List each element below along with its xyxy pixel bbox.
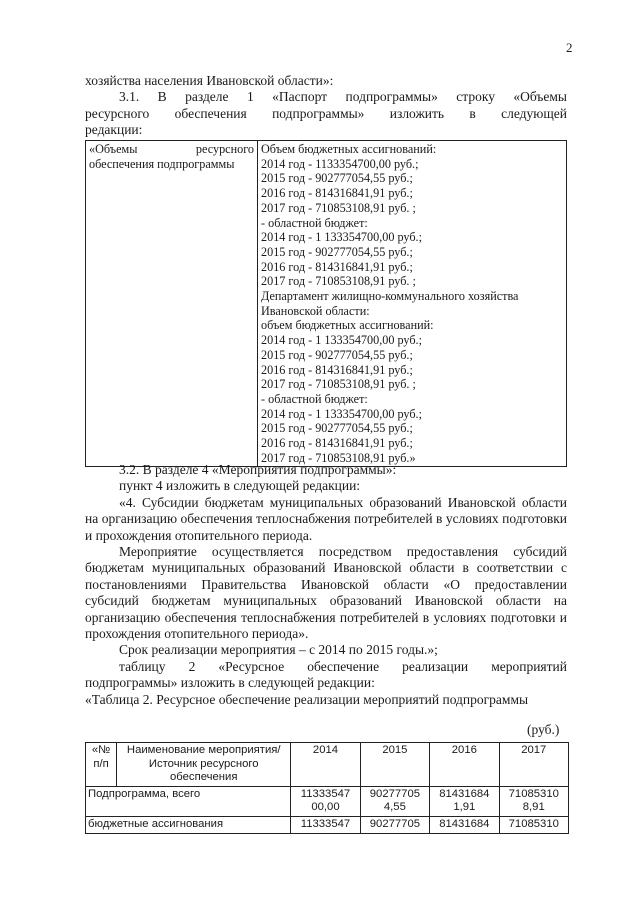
- budget-line: 2015 год - 902777054,55 руб.;: [261, 421, 413, 436]
- intro-text: [85, 73, 567, 139]
- section-3-2: [85, 462, 567, 708]
- passport-left-line: обеспечения подпрограммы: [89, 156, 235, 171]
- row-name: бюджетные ассигнования: [86, 816, 291, 833]
- header-num: «№ п/п: [86, 743, 117, 787]
- budget-line: - областной бюджет:: [261, 215, 368, 230]
- page-number: 2: [566, 40, 573, 55]
- budget-line: Ивановской области:: [261, 303, 370, 318]
- budget-line: 2015 год - 902777054,55 руб.;: [261, 347, 413, 362]
- budget-line: 2014 год - 1133354700,00 руб.;: [261, 156, 419, 171]
- budget-line: 2017 год - 710853108,91 руб. ;: [261, 274, 416, 289]
- cell-2017: 71085310: [499, 816, 568, 833]
- table-row: [86, 141, 567, 467]
- intro-line: хозяйства населения Ивановской области»:: [85, 73, 334, 88]
- cell-2014: 11333547 00,00: [291, 786, 360, 816]
- budget-line: Объем бюджетных ассигнований:: [261, 142, 437, 156]
- cell-2017: 71085310 8,91: [499, 786, 568, 816]
- item-3-1-line: ресурсного обеспечения подпрограммы» изложить в следующей: [85, 105, 567, 121]
- budget-line: 2015 год - 902777054,55 руб.;: [261, 171, 413, 186]
- budget-line: 2014 год - 1 133354700,00 руб.;: [261, 333, 422, 348]
- cell-2016: 81431684: [430, 816, 499, 833]
- row-name: Подпрограмма, всего: [86, 786, 291, 816]
- budget-line: 2014 год - 1 133354700,00 руб.;: [261, 230, 422, 245]
- paragraph-event: Мероприятие осуществляется посредством предоставления субсидий бюджетам муниципальных образований Ивановской области в соответствии с постановлениями Правительства Ивановской области «О предоставлении субсидий бюджетам муниципальных образований Ивановской области на организацию обеспечения теплоснабжения потребителей в условиях подготовки и прохождения отопительного периода».: [85, 544, 567, 642]
- cell-2015: 90277705: [360, 816, 429, 833]
- header-2014: 2014: [291, 743, 360, 787]
- header-2016: 2016: [430, 743, 499, 787]
- unit-label: (руб.): [527, 722, 560, 737]
- item-3-1-line: 3.1. В разделе 1 «Паспорт подпрограммы» строку «Объемы: [119, 89, 567, 105]
- resource-table: [85, 742, 569, 834]
- budget-line: 2017 год - 710853108,91 руб.»: [261, 450, 416, 465]
- header-2017: 2017: [499, 743, 568, 787]
- cell-2016: 81431684 1,91: [430, 786, 499, 816]
- budget-line: 2016 год - 814316841,91 руб.;: [261, 186, 413, 201]
- budget-line: - областной бюджет:: [261, 391, 368, 406]
- table-caption: «Таблица 2. Ресурсное обеспечение реализации мероприятий подпрограммы: [85, 691, 529, 707]
- cell-2015: 90277705 4,55: [360, 786, 429, 816]
- section-3-2-line: пункт 4 изложить в следующей редакции:: [119, 478, 361, 494]
- budget-line: 2017 год - 710853108,91 руб. ;: [261, 377, 416, 392]
- passport-table: [85, 140, 567, 467]
- passport-left-cell: [86, 141, 258, 467]
- table-row: [86, 786, 569, 816]
- budget-line: Департамент жилищно-коммунального хозяйства: [261, 289, 519, 304]
- table-header-row: [86, 743, 569, 787]
- budget-line: 2016 год - 814316841,91 руб.;: [261, 436, 413, 451]
- passport-right-cell: [258, 141, 567, 467]
- budget-line: 2016 год - 814316841,91 руб.;: [261, 362, 413, 377]
- budget-line: 2015 год - 902777054,55 руб.;: [261, 244, 413, 259]
- paragraph-4: «4. Субсидии бюджетам муниципальных образований Ивановской области на организацию обеспечения теплоснабжения потребителей в условиях подготовки и прохождения отопительного периода.: [85, 494, 567, 543]
- budget-line: 2017 год - 710853108,91 руб. ;: [261, 200, 416, 215]
- paragraph-term: Срок реализации мероприятия – с 2014 по 2015 годы.»;: [119, 642, 438, 658]
- item-3-1-line: редакции:: [85, 122, 143, 138]
- section-3-2-line: 3.2. В разделе 4 «Мероприятия подпрограммы»:: [119, 462, 397, 477]
- table-row: [86, 816, 569, 833]
- budget-line: 2016 год - 814316841,91 руб.;: [261, 259, 413, 274]
- budget-line: 2014 год - 1 133354700,00 руб.;: [261, 406, 422, 421]
- table2-intro-line: таблицу 2 «Ресурсное обеспечение реализации мероприятий: [119, 658, 567, 674]
- budget-line: объем бюджетных ассигнований:: [261, 318, 434, 333]
- header-name: Наименование мероприятия/ Источник ресурсного обеспечения: [117, 743, 291, 787]
- table2-intro-line: подпрограммы» изложить в следующей редакции:: [85, 675, 375, 691]
- header-2015: 2015: [360, 743, 429, 787]
- passport-left-line: «Объемы ресурсного: [89, 142, 254, 156]
- cell-2014: 11333547: [291, 816, 360, 833]
